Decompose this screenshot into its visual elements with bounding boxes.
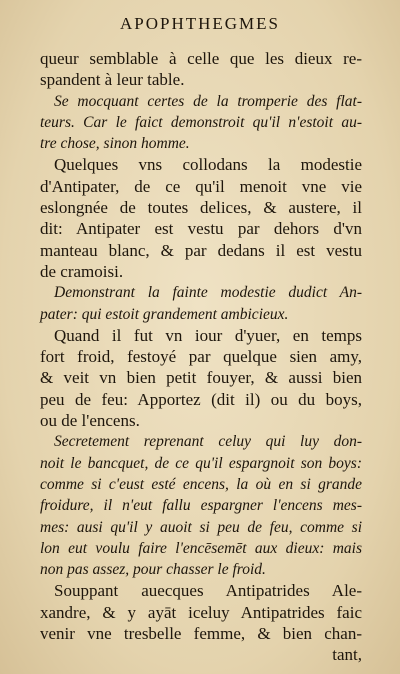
text-line: pater: qui estoit grandement ambicieux. (40, 305, 289, 323)
text-line: teurs. Car le faict demonstroit qu'il n'estoit au- (40, 113, 362, 131)
page-text (40, 48, 362, 666)
text-line: venir vne tresbelle femme, & bien chan- (40, 624, 362, 644)
text-line: queur semblable à celle que les dieux re- (40, 49, 362, 68)
text-line: peu de feu: Apportez (dit il) ou du boys, (40, 389, 362, 409)
text-line: Quelques vns collodans la modestie (54, 155, 362, 175)
text-line: manteau blanc, & par dedans il est vestu (40, 240, 362, 260)
text-line: noit le bancquet, de ce qu'il espargnoit son boys: (40, 454, 362, 472)
text-line: Se mocquant certes de la tromperie des flat- (54, 92, 362, 110)
text-line: froidure, il n'eut fallu espargner l'encens mes- (40, 497, 362, 515)
text-line: tre chose, sinon homme. (40, 135, 190, 153)
text-line: xandre, & y ayāt iceluy Antipatrides faic (40, 602, 362, 622)
text-line: Souppant auecques Antipatrides Ale- (54, 581, 362, 601)
text-line: Secretement reprenant celuy qui luy don- (54, 433, 362, 451)
text-line: non pas assez, pour chasser le froid. (40, 561, 266, 579)
text-line: lon eut voulu faire l'encēsemēt aux dieux: mais (40, 539, 362, 557)
text-line: Demonstrant la fainte modestie dudict An- (54, 284, 362, 302)
text-line: spandent à leur table. (40, 70, 185, 90)
text-line: & veit vn bien petit fouyer, & aussi bien (40, 368, 362, 388)
text-line: de cramoisi. (40, 261, 124, 281)
text-line: eslongnée de toutes delices, & austere, il (40, 198, 362, 218)
text-line: fort froid, festoyé par quelque sien amy, (40, 347, 362, 367)
text-line: Quand il fut vn iour d'yuer, en temps (54, 325, 362, 345)
text-line: ou de l'encens. (40, 411, 140, 431)
text-line: d'Antipater, de ce qu'il menoit vne vie (40, 176, 362, 196)
catchword: tant, (332, 645, 362, 665)
running-head: APOPHTHEGMES (119, 14, 281, 33)
text-line: dit: Antipater est vestu par dehors d'vn (40, 219, 362, 239)
text-line: comme si c'eust esté encens, la où en si grande (40, 475, 362, 493)
text-line: mes: ausi qu'il y auoit si peu de feu, comme si (40, 518, 362, 536)
